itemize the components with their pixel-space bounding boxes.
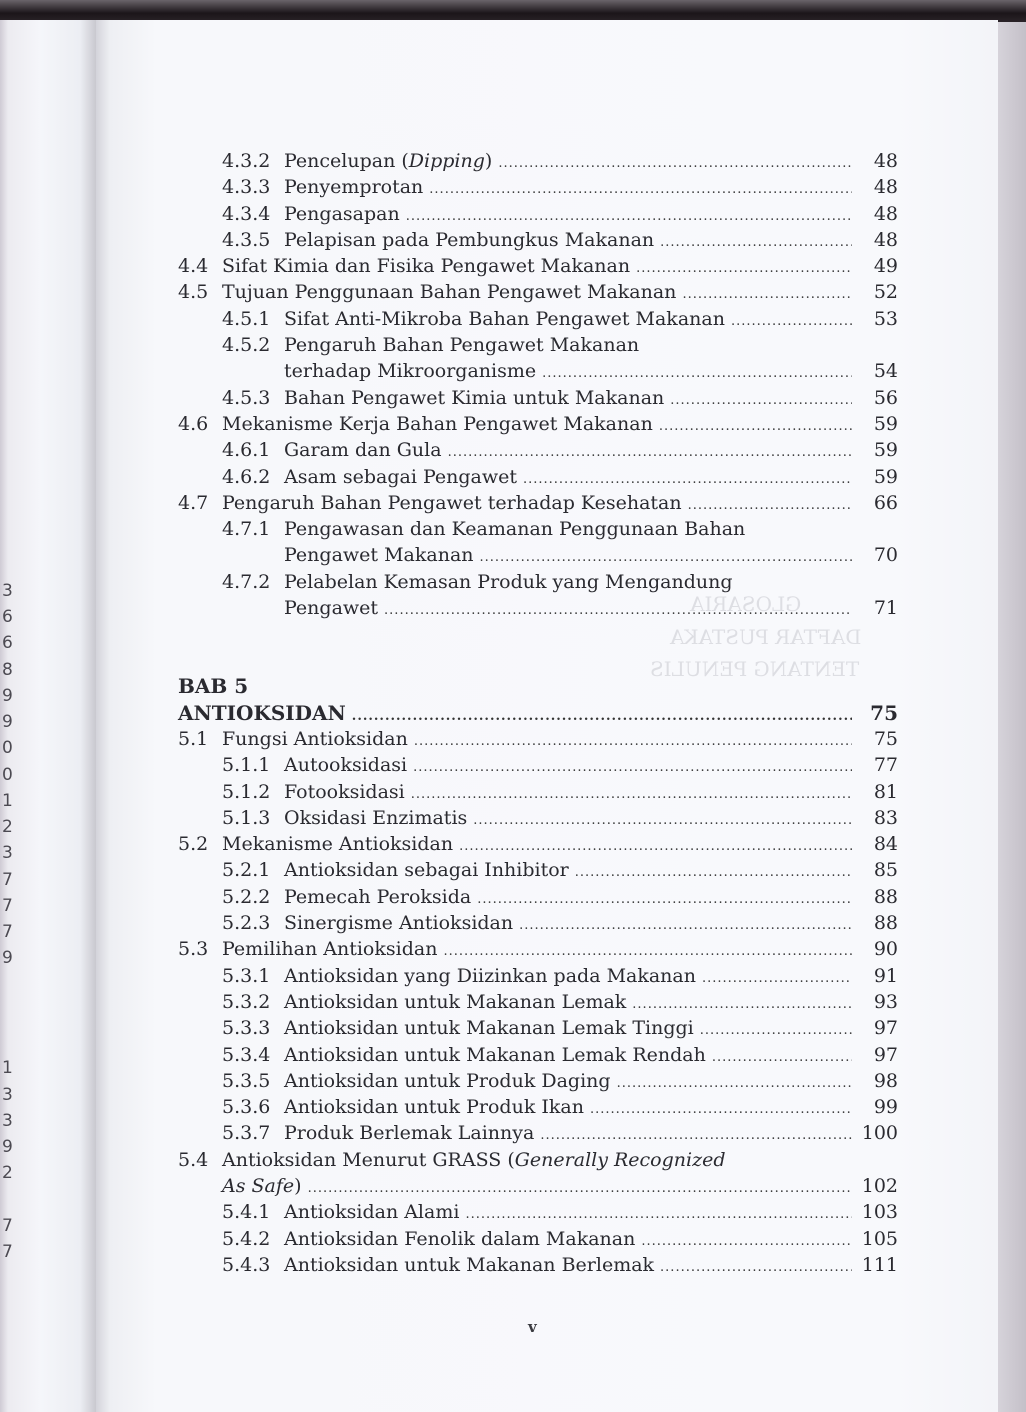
toc-entry-continuation[interactable]: [178, 358, 898, 384]
entry-page-number: 48: [873, 228, 898, 251]
entry-page-number: 71: [873, 597, 898, 620]
left-edge-digit: 9: [2, 686, 13, 706]
entry-page-number: 66: [873, 491, 898, 514]
entry-number: 5.1.3: [222, 806, 271, 829]
chapter-title: ANTIOKSIDAN: [178, 700, 346, 725]
entry-title-text: Antioksidan Alami: [284, 1201, 460, 1224]
table-of-contents: [178, 148, 898, 1278]
entry-title: [222, 411, 653, 437]
entry-title-text: Pengasapan: [284, 202, 400, 225]
entry-title: [284, 1120, 534, 1146]
entry-title-text: Fotooksidasi: [284, 780, 405, 803]
entry-title: [284, 306, 725, 332]
entry-title-text: Antioksidan Fenolik dalam Makanan: [284, 1227, 636, 1250]
entry-page-number: 59: [873, 465, 898, 488]
entry-page-number: 105: [861, 1227, 898, 1250]
entry-title-text: Tujuan Penggunaan Bahan Pengawet Makanan: [222, 281, 677, 304]
entry-title: [284, 963, 696, 989]
entry-number: 5.3.2: [222, 990, 271, 1013]
entry-title-text: Mekanisme Antioksidan: [222, 833, 454, 856]
entry-number: 4.7: [178, 491, 209, 514]
entry-title-text: Fungsi Antioksidan: [222, 727, 408, 750]
left-edge-digit: 9: [2, 712, 13, 732]
entry-title: [284, 1068, 611, 1094]
continuation-text: Pengawet Makanan: [284, 544, 474, 567]
toc-section-chapter-4: [178, 148, 898, 621]
entry-page-number: 48: [873, 176, 898, 199]
toc-entry-continuation[interactable]: [178, 542, 898, 568]
entry-title-suffix: ): [484, 150, 493, 172]
entry-number: 4.3.3: [222, 176, 271, 199]
toc-entry[interactable]: [178, 1094, 898, 1120]
entry-page-number: 100: [861, 1122, 898, 1145]
entry-title-text: Pengaruh Bahan Pengawet Makanan: [284, 334, 640, 357]
entry-page-number: 88: [873, 885, 898, 908]
entry-title: [284, 805, 467, 831]
left-edge-digit: 0: [2, 765, 13, 785]
entry-title-continuation: [284, 595, 378, 621]
entry-page-number: 111: [861, 1253, 898, 1276]
entry-title-text: Penyemprotan: [284, 176, 424, 199]
left-edge-digit: 1: [2, 1058, 13, 1078]
toc-entry[interactable]: [178, 1199, 898, 1225]
entry-number: 4.5: [178, 281, 209, 304]
toc-entry[interactable]: [178, 174, 898, 200]
entry-title-text: Pemecah Peroksida: [284, 885, 472, 908]
left-edge-digit: 6: [2, 633, 13, 653]
entry-title-text: Pengawasan dan Keamanan Penggunaan Bahan: [284, 518, 746, 541]
toc-entry[interactable]: [178, 516, 898, 542]
entry-number: 4.4: [178, 255, 209, 278]
entry-title: [222, 490, 682, 516]
entry-number: 4.6.2: [222, 465, 271, 488]
entry-page-number: 85: [873, 859, 898, 882]
left-edge-digit: 1: [2, 791, 13, 811]
entry-title: [284, 437, 442, 463]
left-edge-digit: 3: [2, 1085, 13, 1105]
entry-page-number: 70: [873, 544, 898, 567]
entry-title-text: Oksidasi Enzimatis: [284, 806, 468, 829]
entry-page-number: 91: [873, 964, 898, 987]
toc-entry[interactable]: [178, 227, 898, 253]
entry-title-text: Pencelupan (: [284, 150, 409, 172]
entry-page-number: 99: [873, 1096, 898, 1119]
entry-title: [284, 174, 423, 200]
entry-number: 5.4.2: [222, 1227, 271, 1250]
entry-page-number: 48: [873, 202, 898, 225]
toc-entry-continuation[interactable]: [178, 1173, 898, 1199]
entry-number: 5.1.1: [222, 754, 271, 777]
entry-title: [284, 516, 745, 542]
entry-number: 5.4.1: [222, 1201, 271, 1224]
entry-title: [284, 1199, 459, 1225]
entry-page-number: 77: [873, 754, 898, 777]
left-edge-digit: 9: [2, 1137, 13, 1157]
scan-top-shadow: [0, 0, 1026, 22]
entry-title: [284, 464, 517, 490]
entry-page-number: 59: [873, 412, 898, 435]
bleed-through-glosaria: GLOSARIA: [690, 592, 802, 616]
entry-number: 5.3.6: [222, 1096, 271, 1119]
entry-number: 5.4: [178, 1148, 209, 1171]
left-edge-digit: 6: [2, 607, 13, 627]
entry-title-text: Produk Berlemak Lainnya: [284, 1122, 535, 1145]
entry-title: [284, 989, 626, 1015]
entry-number: 5.3.7: [222, 1122, 271, 1145]
entry-number: 5.3.4: [222, 1043, 271, 1066]
entry-title: [284, 752, 407, 778]
entry-title-text: Sifat Anti-Mikroba Bahan Pengawet Makanan: [284, 307, 725, 330]
dot-leader: [660, 1255, 852, 1281]
toc-entry[interactable]: [178, 148, 898, 174]
entry-title-text: Antioksidan Menurut GRASS (: [222, 1148, 515, 1171]
entry-title: [284, 1252, 654, 1278]
entry-title-text: Antioksidan untuk Makanan Lemak Tinggi: [284, 1017, 694, 1040]
folio-page-number: v: [528, 1318, 537, 1336]
entry-title: [284, 910, 513, 936]
entry-title-text: Mekanisme Kerja Bahan Pengawet Makanan: [222, 412, 653, 435]
toc-entry[interactable]: [178, 437, 898, 463]
entry-number: 4.3.4: [222, 202, 271, 225]
entry-title: [284, 779, 405, 805]
entry-title-text: Pelabelan Kemasan Produk yang Mengandung: [284, 570, 733, 593]
entry-number: 5.3.3: [222, 1017, 271, 1040]
entry-title: [284, 857, 569, 883]
left-edge-digit: 7: [2, 896, 13, 916]
toc-entry[interactable]: [178, 306, 898, 332]
entry-title: [284, 332, 639, 358]
entry-page-number: 81: [873, 780, 898, 803]
left-edge-digit: 0: [2, 738, 13, 758]
entry-page-number: 59: [873, 439, 898, 462]
entry-page-number: 54: [873, 360, 898, 383]
entry-number: 4.6: [178, 412, 209, 435]
toc-section-chapter-5: [178, 726, 898, 1278]
continuation-italic: As Safe: [222, 1174, 295, 1197]
entry-title: [222, 253, 630, 279]
entry-number: 4.5.3: [222, 386, 271, 409]
entry-page-number: 83: [873, 806, 898, 829]
left-edge-digit: 7: [2, 922, 13, 942]
entry-title-text: Garam dan Gula: [284, 439, 442, 462]
entry-title: [284, 1226, 635, 1252]
entry-page-number: 75: [873, 727, 898, 750]
toc-entry[interactable]: [178, 279, 898, 305]
toc-entry[interactable]: [178, 910, 898, 936]
entry-number: 4.5.2: [222, 334, 271, 357]
entry-number: 4.3.5: [222, 228, 271, 251]
entry-number: 4.7.1: [222, 518, 271, 541]
entry-title: [284, 227, 654, 253]
entry-title-italic: Generally Recognized: [514, 1148, 726, 1171]
entry-title: [284, 201, 400, 227]
toc-entry[interactable]: [178, 411, 898, 437]
entry-page-number: 93: [873, 990, 898, 1013]
entry-page-number: 84: [873, 833, 898, 856]
entry-page-number: 88: [873, 912, 898, 935]
entry-title-text: Antioksidan yang Diizinkan pada Makanan: [284, 964, 696, 987]
entry-title-text: Sinergisme Antioksidan: [284, 912, 514, 935]
entry-title-text: Bahan Pengawet Kimia untuk Makanan: [284, 386, 665, 409]
entry-title-text: Sifat Kimia dan Fisika Pengawet Makanan: [222, 255, 631, 278]
toc-entry[interactable]: [178, 1042, 898, 1068]
toc-entry-continuation[interactable]: [178, 595, 898, 621]
entry-title: [284, 148, 492, 174]
entry-number: 4.7.2: [222, 570, 271, 593]
left-edge-digit: 7: [2, 870, 13, 890]
entry-number: 4.3.2: [222, 150, 271, 172]
entry-page-number: 48: [873, 150, 898, 172]
entry-page-number: 49: [873, 255, 898, 278]
toc-entry[interactable]: [178, 726, 898, 752]
entry-number: 4.6.1: [222, 439, 271, 462]
toc-entry[interactable]: [178, 963, 898, 989]
entry-title: [284, 1042, 706, 1068]
toc-entry[interactable]: [178, 201, 898, 227]
bleed-through-daftar-pustaka: DAFTAR PUSTAKA: [670, 625, 862, 649]
toc-entry[interactable]: [178, 857, 898, 883]
entry-number: 5.2.2: [222, 885, 271, 908]
left-edge-digit: 3: [2, 1111, 13, 1131]
entry-number: 5.2: [178, 833, 209, 856]
toc-entry[interactable]: [178, 490, 898, 516]
toc-entry[interactable]: [178, 752, 898, 778]
entry-title-continuation: [284, 358, 536, 384]
entry-page-number: 98: [873, 1069, 898, 1092]
toc-entry[interactable]: [178, 332, 898, 358]
entry-title-text: Pelapisan pada Pembungkus Makanan: [284, 228, 655, 251]
chapter-label: BAB 5: [178, 674, 249, 699]
left-edge-digit: 7: [2, 1216, 13, 1236]
left-edge-digit: 7: [2, 1242, 13, 1262]
entry-title-text: Antioksidan untuk Produk Daging: [284, 1069, 611, 1092]
toc-entry[interactable]: [178, 805, 898, 831]
toc-entry[interactable]: [178, 1226, 898, 1252]
toc-entry[interactable]: [178, 1147, 898, 1173]
toc-entry[interactable]: [178, 464, 898, 490]
toc-entry[interactable]: [178, 1015, 898, 1041]
left-edge-digit: 3: [2, 843, 13, 863]
entry-number: 5.3.1: [222, 964, 271, 987]
entry-page-number: 102: [861, 1174, 898, 1197]
dot-leader: [384, 598, 852, 624]
entry-title: [222, 936, 437, 962]
entry-page-number: 90: [873, 938, 898, 961]
entry-page-number: 56: [873, 386, 898, 409]
entry-title-text: Antioksidan untuk Makanan Berlemak: [284, 1253, 655, 1276]
entry-title: [222, 1147, 726, 1173]
entry-title: [284, 385, 664, 411]
entry-number: 5.3.5: [222, 1069, 271, 1092]
toc-entry[interactable]: [178, 385, 898, 411]
left-edge-digit: 9: [2, 948, 13, 968]
entry-title: [284, 569, 733, 595]
entry-title: [284, 1094, 584, 1120]
spacer: [178, 621, 898, 673]
entry-title-text: Antioksidan sebagai Inhibitor: [284, 859, 569, 882]
toc-entry[interactable]: [178, 569, 898, 595]
entry-page-number: 97: [873, 1043, 898, 1066]
left-edge-digit: 2: [2, 1163, 13, 1183]
entry-page-number: 97: [873, 1017, 898, 1040]
entry-title-italic: Dipping: [408, 150, 485, 172]
entry-number: 5.3: [178, 938, 209, 961]
entry-title-text: Asam sebagai Pengawet: [284, 465, 517, 488]
toc-entry[interactable]: [178, 936, 898, 962]
entry-title-text: Antioksidan untuk Makanan Lemak Rendah: [284, 1043, 706, 1066]
toc-entry[interactable]: [178, 831, 898, 857]
toc-entry[interactable]: [178, 779, 898, 805]
toc-entry[interactable]: [178, 884, 898, 910]
toc-entry[interactable]: [178, 989, 898, 1015]
entry-number: 5.1: [178, 727, 209, 750]
entry-number: 5.1.2: [222, 780, 271, 803]
chapter-title-row[interactable]: [178, 700, 898, 726]
entry-title-continuation: [284, 542, 474, 568]
left-edge-digit: 2: [2, 817, 13, 837]
entry-page-number: 103: [861, 1201, 898, 1224]
entry-number: 5.2.1: [222, 859, 271, 882]
entry-number: 4.5.1: [222, 307, 271, 330]
left-edge-digit: 8: [2, 660, 13, 680]
toc-entry[interactable]: [178, 1252, 898, 1278]
left-edge-digit: 3: [2, 581, 13, 601]
entry-number: 5.2.3: [222, 912, 271, 935]
entry-title-text: Pemilihan Antioksidan: [222, 938, 438, 961]
entry-title: [222, 279, 676, 305]
entry-title: [222, 831, 453, 857]
entry-page-number: 52: [873, 281, 898, 304]
entry-page-number: 53: [873, 307, 898, 330]
continuation-text: terhadap Mikroorganisme: [284, 360, 537, 383]
entry-title-text: Autooksidasi: [284, 754, 408, 777]
right-page-edge: [998, 22, 1026, 1412]
toc-entry[interactable]: [178, 1120, 898, 1146]
entry-title: [284, 1015, 694, 1041]
entry-title-text: Pengaruh Bahan Pengawet terhadap Kesehatan: [222, 491, 682, 514]
bleed-through-tentang-penulis: TENTANG PENULIS: [650, 657, 860, 681]
entry-title: [222, 726, 408, 752]
toc-entry[interactable]: [178, 253, 898, 279]
continuation-text: Pengawet: [284, 597, 379, 620]
chapter-label-row: [178, 673, 898, 699]
entry-title: [284, 884, 471, 910]
left-page-margin: [0, 20, 96, 1412]
entry-title-text: Antioksidan untuk Produk Ikan: [284, 1096, 584, 1119]
entry-title-text: Antioksidan untuk Makanan Lemak: [284, 990, 627, 1013]
entry-number: 5.4.3: [222, 1253, 271, 1276]
entry-title-continuation: [222, 1173, 302, 1199]
continuation-suffix: ): [294, 1174, 302, 1197]
toc-entry[interactable]: [178, 1068, 898, 1094]
chapter-page-number: 75: [870, 700, 898, 725]
